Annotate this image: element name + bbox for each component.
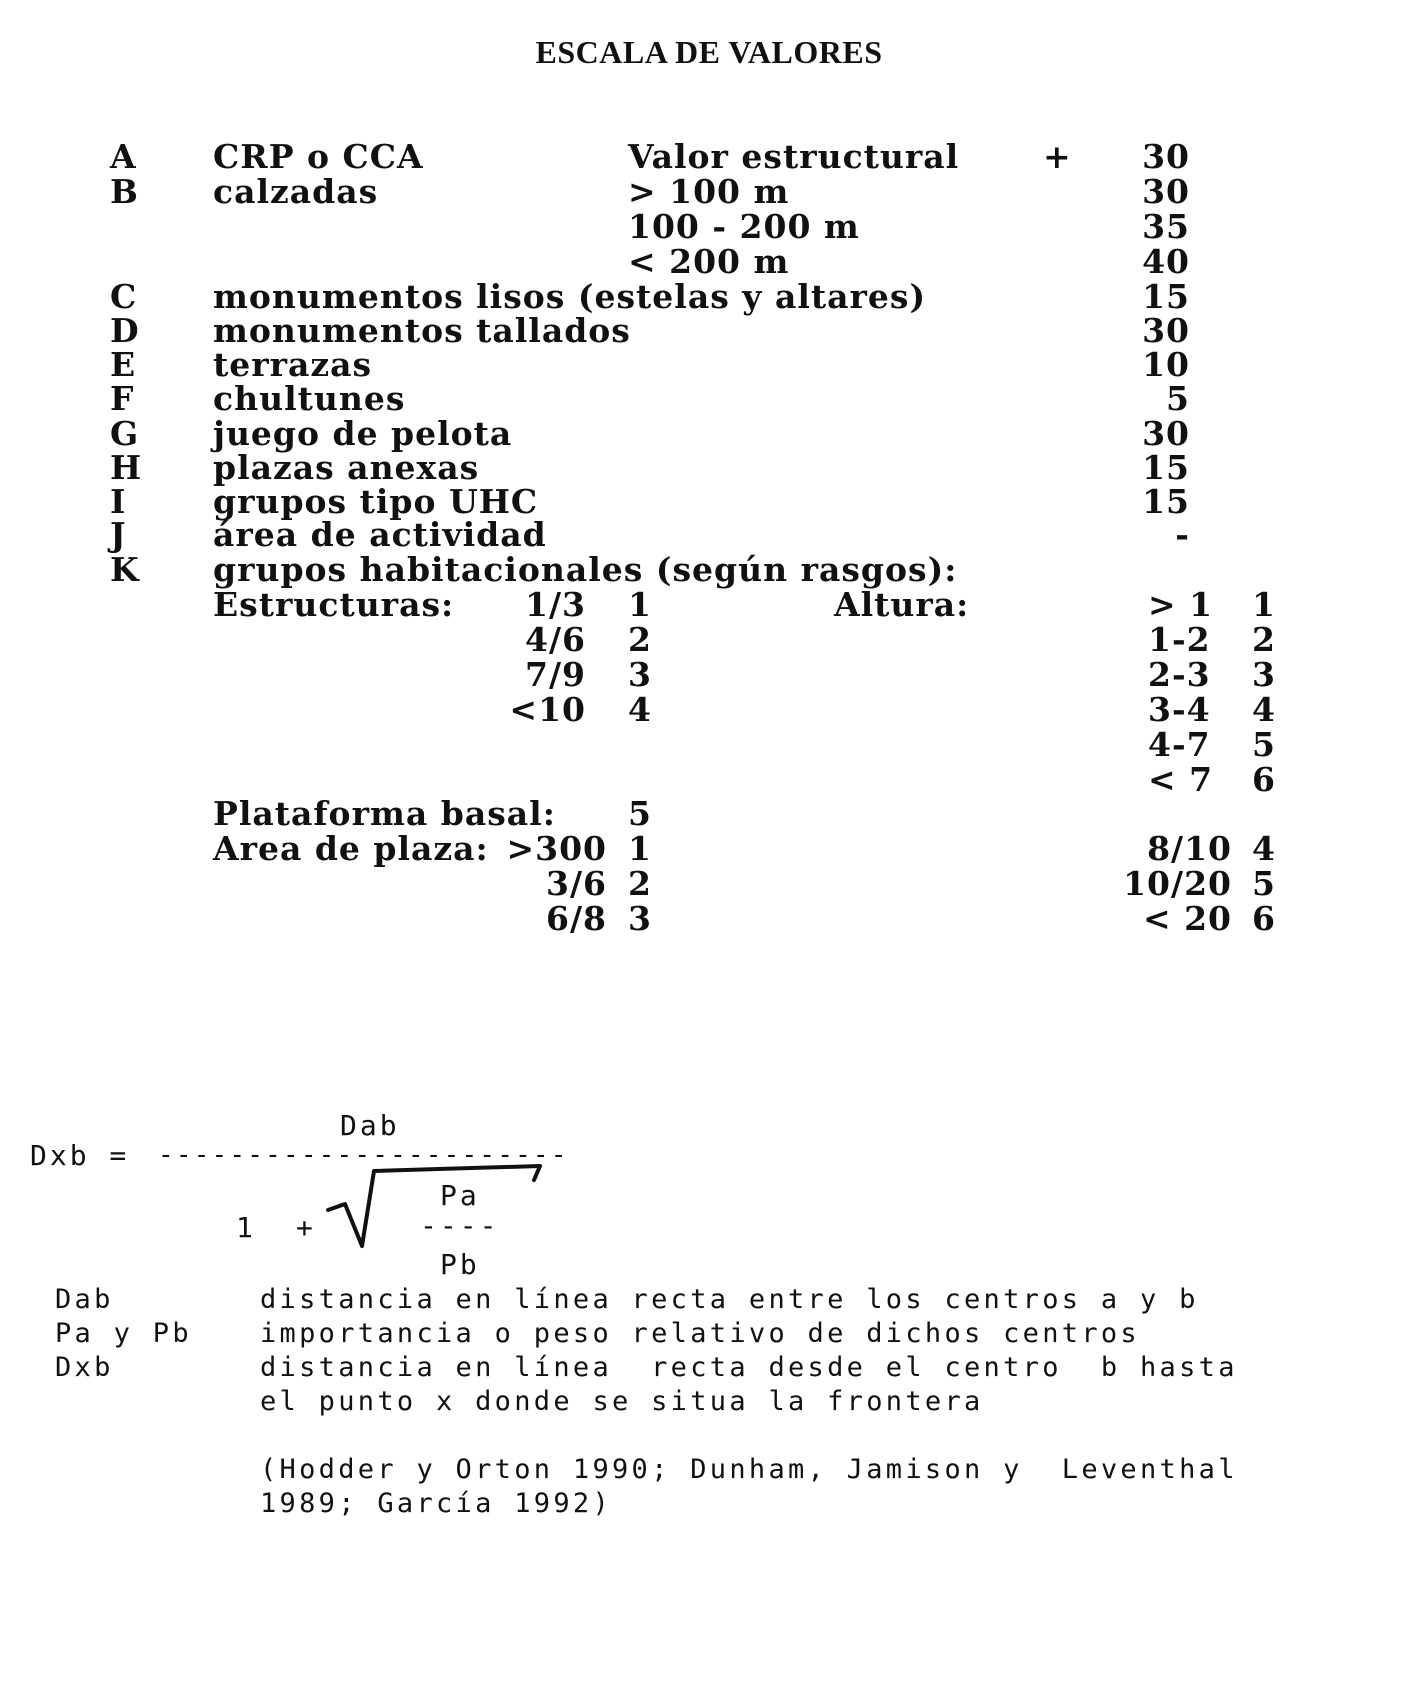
row-label: área de actividad [213,515,547,554]
definition-text: distancia en línea recta desde el centro b hasta [260,1352,1238,1383]
plaza-range: >300 [506,829,607,868]
plaza-range: 8/10 [1147,829,1232,868]
citation-line: 1989; García 1992) [260,1488,612,1519]
page-title: ESCALA DE VALORES [535,34,883,70]
plaza-range: 3/6 [546,864,607,903]
row-value: 30 [1142,172,1190,211]
row-letter: B [110,172,139,211]
row-value: 10 [1142,345,1190,384]
estructuras-score: 3 [628,655,652,694]
estructuras-score: 2 [628,620,652,659]
altura-range: 3-4 [1148,690,1211,729]
row-value: 30 [1142,137,1190,176]
formula-inner-denominator: Pb [440,1248,480,1281]
row-letter: A [110,137,137,176]
row-label: terrazas [213,345,373,384]
row-letter: D [110,311,140,350]
row-label: juego de pelota [213,414,513,453]
row-label: calzadas [213,172,379,211]
definition-text: el punto x donde se situa la frontera [260,1386,984,1417]
row-value: 40 [1142,242,1190,281]
plaza-score: 2 [628,864,652,903]
row-letter: C [110,277,138,316]
estructuras-range: 4/6 [525,620,586,659]
plaza-range: 10/20 [1123,864,1232,903]
definition-text: importancia o peso relativo de dichos centros [260,1318,1140,1349]
plaza-score: 6 [1252,899,1276,938]
formula-inner-numerator: Pa [440,1179,480,1212]
row-label: monumentos tallados [213,311,631,350]
altura-range: 2-3 [1148,655,1211,694]
formula-plus: + [296,1211,316,1244]
altura-range: > 1 [1148,585,1214,624]
formula-lhs: Dxb = [30,1139,130,1172]
formula-numerator: Dab [340,1109,400,1142]
estructuras-label: Estructuras: [213,585,455,624]
formula-inner-fraction-line: ---- [420,1209,500,1242]
plataforma-score: 5 [628,794,652,833]
row-letter: E [110,345,137,384]
plaza-label: Area de plaza: [213,829,489,868]
altura-range: 1-2 [1148,620,1211,659]
altura-range: < 7 [1148,760,1214,799]
row-value: 30 [1142,414,1190,453]
row-sub: Valor estructural [628,137,960,176]
row-letter: H [110,448,143,487]
row-value: 30 [1142,311,1190,350]
definition-term: Dab [55,1284,114,1315]
altura-label: Altura: [834,585,970,624]
row-letter: K [110,550,140,589]
row-letter: G [110,414,140,453]
plaza-range: < 20 [1142,899,1232,938]
altura-score: 5 [1252,725,1276,764]
definition-term: Pa y Pb [55,1318,192,1349]
estructuras-score: 4 [628,690,652,729]
formula-one: 1 [236,1211,256,1244]
row-value: 15 [1142,448,1190,487]
formula-fraction-line: ----------------------- [158,1140,569,1170]
plaza-score: 4 [1252,829,1276,868]
definition-text: distancia en línea recta entre los centros a y b [260,1284,1199,1315]
altura-score: 3 [1252,655,1276,694]
altura-range: 4-7 [1148,725,1211,764]
estructuras-range: <10 [509,690,586,729]
citation-line: (Hodder y Orton 1990; Dunham, Jamison y Leventhal [260,1454,1238,1485]
row-label: CRP o CCA [213,137,424,176]
plaza-score: 3 [628,899,652,938]
plataforma-label: Plataforma basal: [213,794,556,833]
row-label: plazas anexas [213,448,480,487]
estructuras-range: 1/3 [525,585,586,624]
altura-score: 2 [1252,620,1276,659]
plaza-score: 5 [1252,864,1276,903]
plaza-range: 6/8 [546,899,607,938]
row-letter: I [110,482,127,521]
row-sub: 100 - 200 m [628,207,860,246]
altura-score: 1 [1252,585,1276,624]
row-sub: > 100 m [628,172,790,211]
row-value: 15 [1142,277,1190,316]
estructuras-score: 1 [628,585,652,624]
row-value: 35 [1142,207,1190,246]
row-label: monumentos lisos (estelas y altares) [213,277,927,316]
plaza-score: 1 [628,829,652,868]
definition-term: Dxb [55,1352,114,1383]
row-extra: + [1043,137,1072,176]
row-sub: < 200 m [628,242,790,281]
row-letter: J [110,515,127,554]
row-label: grupos habitacionales (según rasgos): [213,550,958,589]
row-letter: F [110,379,135,418]
altura-score: 6 [1252,760,1276,799]
row-label: chultunes [213,379,406,418]
estructuras-range: 7/9 [525,655,586,694]
altura-score: 4 [1252,690,1276,729]
row-value: 5 [1166,379,1190,418]
row-value: 15 [1142,482,1190,521]
row-value: - [1175,515,1190,554]
row-label: grupos tipo UHC [213,482,539,521]
